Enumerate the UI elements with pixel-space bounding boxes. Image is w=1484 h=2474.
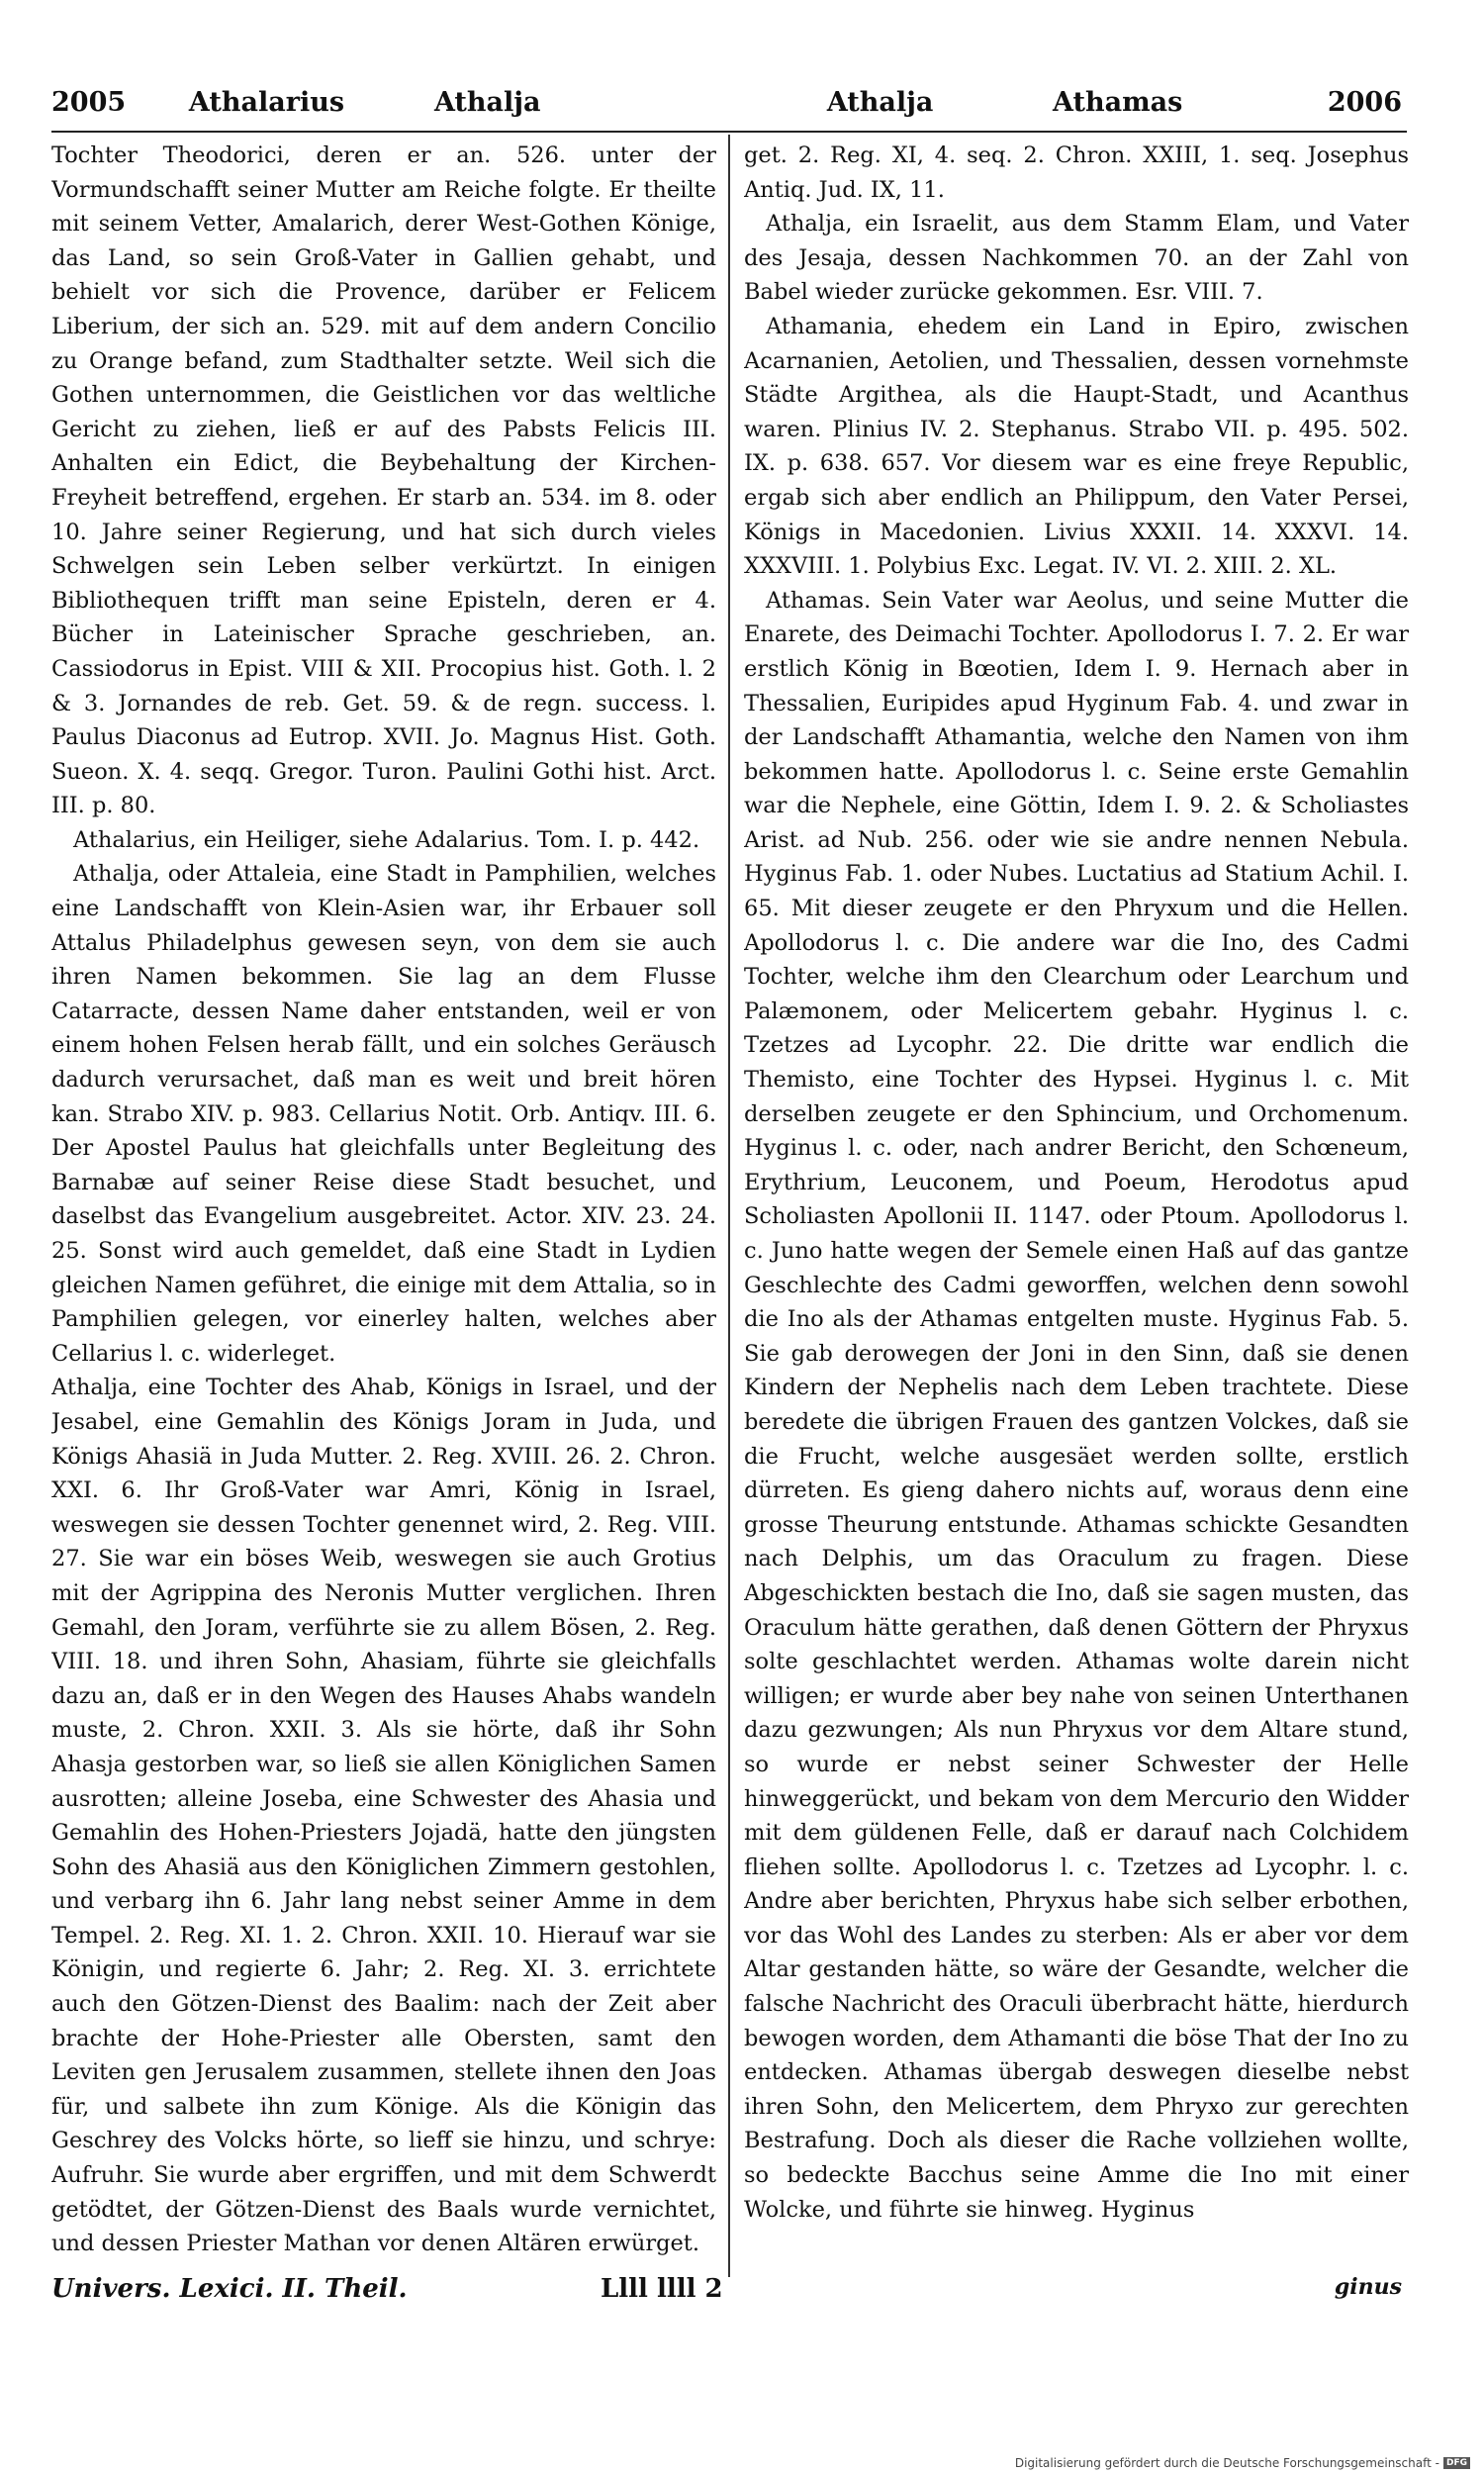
right-running-head-2: Athamas	[1053, 86, 1183, 118]
right-column	[744, 139, 1409, 2276]
entry-athamania: Athamania, ehedem ein Land in Epiro, zwischen Acarnanien, Aetolien, und Thessalien, dessen vornehmste Städte Argithea, als die Haupt-Stadt, und Acanthus waren. Plinius IV. 2. Stephanus. Strabo VII. p. 495. 502. IX. p. 638. 657. Vor diesem war es eine freye Republic, ergab sich aber endlich an Philippum, den Vater Persei, Königs in Macedonien. Livius XXXII. 14. XXXVI. 14. XXXVIII. 1. Polybius Exc. Legat. IV. VI. 2. XIII. 2. XL.	[744, 313, 1409, 580]
page-number-left: 2005	[51, 86, 127, 118]
page-footer	[51, 2274, 1402, 2314]
header-rule	[51, 131, 1407, 133]
entry-athalarius-continued: Tochter Theodorici, deren er an. 526. unter der Vormundschafft seiner Mutter am Reiche folgte. Er theilte mit seinem Vetter, Amalarich, derer West-Gothen Könige, das Land, so sein Groß-Vater in Gallien gehabt, und behielt vor sich die Provence, darüber er Felicem Liberium, der sich an. 529. mit auf dem andern Concilio zu Orange befand, zum Stadthalter setzte. Weil sich die Gothen unternommen, die Geistlichen vor das weltliche Gericht zu ziehen, ließ er auf des Pabsts Felicis III. Anhalten ein Edict, die Beybehaltung der Kirchen-Freyheit betreffend, ergehen. Er starb an. 534. im 8. oder 10. Jahre seiner Regierung, und hat sich durch vieles Schwelgen sein Leben selber verkürtzt. In einigen Bibliothequen trifft man seine Episteln, deren er 4. Bücher in Lateinischer Sprache geschrieben, an. Cassiodorus in Epist. VIII & XII. Procopius hist. Goth. l. 2 & 3. Jornandes de reb. Get. 59. & de regn. success. l. Paulus Diaconus ad Eutrop. XVII. Jo. Magnus Hist. Goth. Sueon. X. 4. seqq. Gregor. Turon. Paulini Gothi hist. Arct. III. p. 80.	[51, 143, 716, 819]
entry-athalja-queen-continued: get. 2. Reg. XI, 4. seq. 2. Chron. XXIII, 1. seq. Josephus Antiq. Jud. IX, 11.	[744, 143, 1409, 203]
left-column	[51, 139, 716, 2276]
page-number-right: 2006	[1327, 86, 1402, 118]
catchword: ginus	[1334, 2274, 1402, 2300]
entry-athalja-israelit: Athalja, ein Israelit, aus dem Stamm Elam, und Vater des Jesaja, dessen Nachkommen 70. an der Zahl von Babel wieder zurücke gekommen. Esr. VIII. 7.	[744, 211, 1409, 306]
digitization-credit	[1015, 2456, 1470, 2470]
sheet-signature: Llll llll 2	[601, 2274, 723, 2304]
running-header	[51, 77, 1402, 127]
left-running-head-1: Athalarius	[188, 86, 345, 118]
entry-athalja-queen: Athalja, eine Tochter des Ahab, Königs in Israel, und der Jesabel, eine Gemahlin des Königs Joram in Juda, und Königs Ahasiä in Juda Mutter. 2. Reg. XVIII. 26. 2. Chron. XXI. 6. Ihr Groß-Vater war Amri, König in Israel, weswegen sie dessen Tochter genennet wird, 2. Reg. VIII. 27. Sie war ein böses Weib, weswegen sie auch Grotius mit der Agrippina des Neronis Mutter verglichen. Ihren Gemahl, den Joram, verführte sie zu allem Bösen, 2. Reg. VIII. 18. und ihren Sohn, Ahasiam, führte sie gleichfalls dazu an, daß er in den Wegen des Hauses Ahabs wandeln muste, 2. Chron. XXII. 3. Als sie hörte, daß ihr Sohn Ahasja gestorben war, so ließ sie allen Königlichen Samen ausrotten; alleine Joseba, eine Schwester des Ahasia und Gemahlin des Hohen-Priesters Jojadä, hatte den jüngsten Sohn des Ahasiä aus den Königlichen Zimmern gestohlen, und verbarg ihn 6. Jahr lang nebst seiner Amme in dem Tempel. 2. Reg. XI. 1. 2. Chron. XXII. 10. Hierauf war sie Königin, und regierte 6. Jahr; 2. Reg. XI. 3. errichtete auch den Götzen-Dienst des Baalim: nach der Zeit aber brachte der Hohe-Priester alle Obersten, samt den Leviten gen Jerusalem zusammen, stellete ihnen den Joas für, und salbete ihn zum Könige. Als die Königin das Geschrey des Volcks hörte, so lieff sie hinzu, und schrye: Aufruhr. Sie wurde aber ergriffen, und mit dem Schwerdt getödtet, der Götzen-Dienst des Baals wurde vernichtet, und dessen Priester Mathan vor denen Altären erwürget.	[51, 1375, 716, 2257]
dfg-logo: DFG	[1443, 2457, 1470, 2469]
left-running-head-2: Athalja	[433, 86, 541, 118]
signature-label: Univers. Lexici. II. Theil.	[51, 2274, 408, 2304]
entry-athamas: Athamas. Sein Vater war Aeolus, und seine Mutter die Enarete, des Deimachi Tochter. Apollodorus I. 7. 2. Er war erstlich König in Bœotien, Idem I. 9. Hernach aber in Thessalien, Euripides apud Hyginum Fab. 4. und zwar in der Landschafft Athamantia, welche den Namen von ihm bekommen hatte. Apollodorus l. c. Seine erste Gemahlin war die Nephele, eine Göttin, Idem I. 9. 2. & Scholiastes Arist. ad Nub. 256. oder wie sie andre nennen Nebula. Hyginus Fab. 1. oder Nubes. Luctatius ad Statium Achil. I. 65. Mit dieser zeugete er den Phryxum und die Hellen. Apollodorus l. c. Die andere war die Ino, des Cadmi Tochter, welche ihm den Clearchum oder Learchum und Palæmonem, oder Melicertem gebahr. Hyginus l. c. Tzetzes ad Lycophr. 22. Die dritte war endlich die Themisto, eine Tochter des Hypsei. Hyginus l. c. Mit derselben zeugete er den Sphincium, und Orchomenum. Hyginus l. c. oder, nach andrer Bericht, den Schœneum, Erythrium, Leuconem, und Poeum, Herodotus apud Scholiasten Apollonii II. 1147. oder Ptoum. Apollodorus l. c. Juno hatte wegen der Semele einen Haß auf das gantze Geschlechte des Cadmi geworffen, welchen denn sowohl die Ino als der Athamas entgelten muste. Hyginus Fab. 5. Sie gab derowegen der Joni in den Sinn, daß sie denen Kindern der Nephelis nach dem Leben trachtete. Diese beredete die übrigen Frauen des gantzen Volckes, daß sie die Frucht, welche ausgesäet werden sollte, erstlich dürreten. Es gieng dahero nichts auf, woraus denn eine grosse Theurung entstunde. Athamas schickte Gesandten nach Delphis, um das Oraculum zu fragen. Diese Abgeschickten bestach die Ino, daß sie sagen musten, das Oraculum hätte gerathen, daß denen Göttern der Phryxus solte geschlachtet werden. Athamas wolte darein nicht willigen; er wurde aber bey nahe von seinen Unterthanen dazu gezwungen; Als nun Phryxus vor dem Altare stund, so wurde er nebst seiner Schwester der Helle hinweggerückt, und bekam von dem Mercurio den Widder mit dem güldenen Felle, daß er darauf nach Colchidem fliehen sollte. Apollodorus l. c. Tzetzes ad Lycophr. l. c. Andre aber berichten, Phryxus habe sich selber erbothen, vor das Wohl des Landes zu sterben: Als er aber vor dem Altar gestanden hätte, so wäre der Gesandte, welcher die falsche Nachricht des Oraculi überbracht hätte, hierdurch bewogen worden, dem Athamanti die böse That der Ino zu entdecken. Athamas übergab deswegen dieselbe nebst ihren Sohn, den Melicertem, dem Phryxo zur gerechten Bestrafung. Doch als dieser die Rache vollziehen wollte, so bedeckte Bacchus seine Amme die Ino mit einer Wolcke, und führte sie hinweg. Hyginus	[744, 587, 1409, 2223]
entry-athalja-city: Athalja, oder Attaleia, eine Stadt in Pamphilien, welches eine Landschafft von Klein-Asien war, ihr Erbauer soll Attalus Philadelphus gewesen seyn, von dem sie auch ihren Namen bekommen. Sie lag an dem Flusse Catarracte, dessen Name daher entstanden, weil er von einem hohen Felsen herab fällt, und ein solches Geräusch dadurch verursachet, daß man es weit und breit hören kan. Strabo XIV. p. 983. Cellarius Notit. Orb. Antiqv. III. 6. Der Apostel Paulus hat gleichfalls unter Begleitung des Barnabæ auf seiner Reise diese Stadt besuchet, und daselbst das Evangelium ausgebreitet. Actor. XIV. 23. 24. 25. Sonst wird auch gemeldet, daß eine Stadt in Lydien gleichen Namen geführet, die einige mit dem Attalia, so in Pamphilien gelegen, vor einerley halten, welches aber Cellarius l. c. widerleget.	[51, 861, 716, 1367]
credit-text: Digitalisierung gefördert durch die Deutsche Forschungsgemeinschaft -	[1014, 2456, 1439, 2470]
column-divider	[728, 135, 730, 2277]
right-running-head-1: Athalja	[826, 86, 934, 118]
entry-athalarius-heiliger: Athalarius, ein Heiliger, siehe Adalarius. Tom. I. p. 442.	[73, 826, 700, 853]
